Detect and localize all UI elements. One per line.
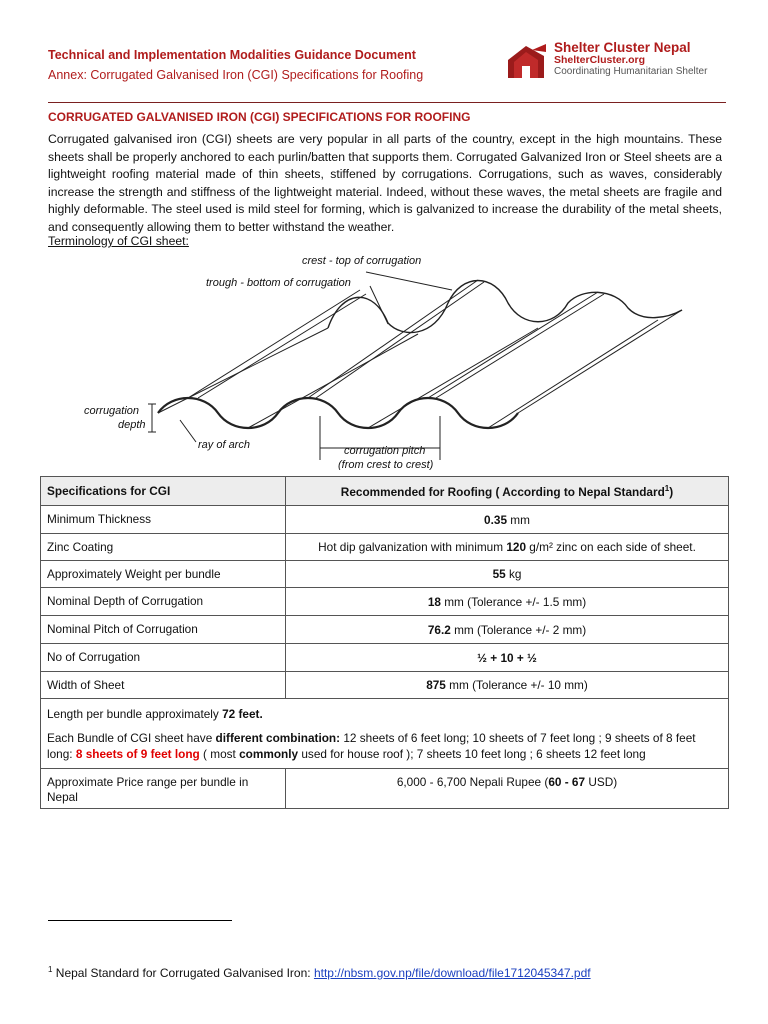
label-pitch-line2: (from crest to crest) <box>338 459 434 470</box>
label-trough: trough - bottom of corrugation <box>206 277 351 289</box>
table-row <box>41 506 729 534</box>
shelter-cluster-logo <box>506 40 736 84</box>
row-value-bold: 55 <box>492 567 506 581</box>
table-row <box>41 672 729 699</box>
intro-paragraph: Corrugated galvanised iron (CGI) sheets are very popular in all parts of the country, except in the high mountains. These sheets shall be properly anchored to each purlin/batten that supports them. Corrugated Galvanized Iron or Steel sheets are a lightweight roofing material made of thin sheets, stiffened by corrugations. Corrugations, such as waves, considerably increase the strength and stiffness of the lightweight material. Indeed, without these waves, the metal sheets are fragile and highly deformable. The steel used is mild steel for forming, which is galvanized to increase the durability of the metal sheets, and consequently allowing them to better withstand the weather. <box>48 132 722 234</box>
logo-tagline: Coordinating Humanitarian Shelter <box>554 66 708 77</box>
row-label: No of Corrugation <box>41 644 286 672</box>
label-arch: ray of arch <box>198 439 250 451</box>
bundle-length-line <box>47 706 722 722</box>
row-value <box>286 672 729 699</box>
table-row <box>41 534 729 561</box>
logo-url: ShelterCluster.org <box>554 54 646 66</box>
cgi-spec-table <box>40 476 729 809</box>
bundle-row <box>41 699 729 769</box>
bundle-combo-end: used for house roof ); 7 sheets 10 feet long ; 6 sheets 12 feet long <box>298 747 646 761</box>
row-value-bold: 120 <box>506 540 527 554</box>
bundle-combo-prefix: Each Bundle of CGI sheet have <box>47 731 216 745</box>
price-value <box>286 769 729 809</box>
row-value <box>286 534 729 561</box>
row-value-bold: ½ + 10 + ½ <box>477 650 537 665</box>
footnote <box>48 965 591 980</box>
table-row <box>41 561 729 588</box>
footnote-text: Nepal Standard for Corrugated Galvanised Iron: <box>52 966 314 980</box>
row-value-unit: mm (Tolerance +/- 2 mm) <box>450 622 587 637</box>
row-value-prefix: Hot dip galvanization with minimum <box>318 540 507 554</box>
bundle-combo-commonly: commonly <box>239 747 299 761</box>
section-heading: CORRUGATED GALVANISED IRON (CGI) SPECIFICATIONS FOR ROOFING <box>48 110 471 124</box>
col2-header <box>286 477 729 506</box>
row-value-unit: mm (Tolerance +/- 10 mm) <box>445 678 588 692</box>
row-value-bold: 18 <box>427 594 441 609</box>
row-value-unit: kg <box>505 567 522 581</box>
price-label: Approximate Price range per bundle in Nepal <box>41 769 286 809</box>
label-pitch-line1: corrugation pitch <box>344 445 426 457</box>
footnote-link[interactable]: http://nbsm.gov.np/file/download/file1712045347.pdf <box>313 966 591 980</box>
price-row <box>41 769 729 809</box>
bundle-combo-bold: different combination: <box>215 731 341 745</box>
bundle-length-text: Length per bundle approximately <box>47 707 223 721</box>
label-depth-line1: corrugation <box>84 405 140 417</box>
logo-name: Shelter Cluster Nepal <box>554 40 691 55</box>
row-label: Nominal Pitch of Corrugation <box>41 616 286 644</box>
document-subtitle: Annex: Corrugated Galvanised Iron (CGI) Specifications for Roofing <box>48 68 424 82</box>
document-title: Technical and Implementation Modalities Guidance Document <box>48 48 416 62</box>
row-value <box>286 616 729 644</box>
row-value <box>286 506 729 534</box>
row-label: Width of Sheet <box>41 672 286 699</box>
row-label: Minimum Thickness <box>41 506 286 534</box>
footnote-divider <box>48 920 232 921</box>
row-label: Nominal Depth of Corrugation <box>41 588 286 616</box>
price-prefix: 6,000 - 6,700 Nepali Rupee ( <box>396 775 549 789</box>
col1-header: Specifications for CGI <box>41 477 286 506</box>
price-usd: 60 - 67 <box>548 775 586 789</box>
row-value-bold: 0.35 <box>484 512 508 527</box>
col2-footnote-ref: 1 <box>664 483 670 493</box>
terminology-label: Terminology of CGI sheet: <box>48 234 189 248</box>
row-value-unit: mm (Tolerance +/- 1.5 mm) <box>440 594 587 609</box>
col2-header-text: Recommended for Roofing ( According to Nepal Standard <box>340 484 665 499</box>
row-value <box>286 644 729 672</box>
row-value <box>286 561 729 588</box>
bundle-length-value: 72 feet. <box>222 707 263 721</box>
label-crest: crest - top of corrugation <box>302 255 422 267</box>
col2-header-close: ) <box>669 484 674 499</box>
table-row <box>41 616 729 644</box>
cgi-sheet-diagram <box>48 248 728 470</box>
table-header-row <box>41 477 729 506</box>
bundle-combo-highlight: 8 sheets of 9 feet long <box>75 747 200 761</box>
price-suffix: USD) <box>585 775 618 789</box>
row-label: Approximately Weight per bundle <box>41 561 286 588</box>
label-depth-line2: depth <box>118 419 146 431</box>
row-value-bold: 875 <box>426 678 446 692</box>
bundle-combination-line <box>47 730 722 762</box>
row-value-bold: 76.2 <box>427 622 451 637</box>
footnote-mark: 1 <box>48 965 53 974</box>
bundle-combo-after: ( most <box>199 747 240 761</box>
row-value <box>286 588 729 616</box>
table-row <box>41 644 729 672</box>
row-label: Zinc Coating <box>41 534 286 561</box>
house-logo-icon <box>506 42 550 82</box>
table-row <box>41 588 729 616</box>
bundle-info-cell <box>41 699 729 769</box>
header-divider <box>48 102 726 103</box>
row-value-unit: mm <box>507 512 530 527</box>
row-value-unit: g/m² zinc on each side of sheet. <box>526 540 696 554</box>
bundle-combo-list: 12 sheets of 6 feet long; 10 sheets of 7 feet long ; 9 sheets of 8 feet long: <box>47 731 696 761</box>
